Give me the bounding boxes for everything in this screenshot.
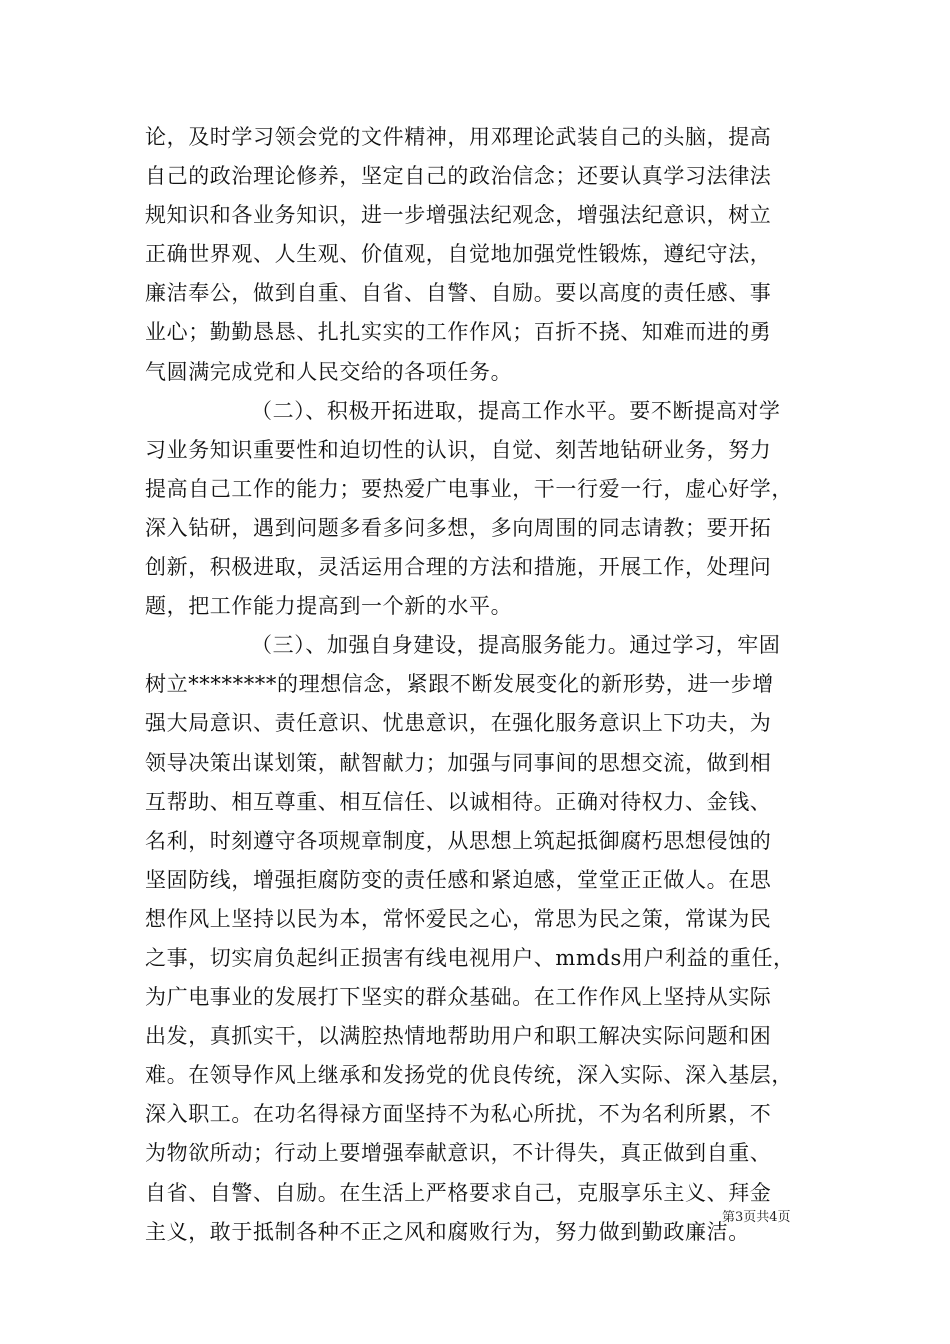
text-line: 自己的政治理论修养，坚定自己的政治信念；还要认真学习法律法	[145, 164, 772, 189]
text-line: 深入职工。在功名得禄方面坚持不为私心所扰，不为名利所累，不	[145, 1102, 772, 1127]
text-line: 深入钻研，遇到问题多看多问多想，多向周围的同志请教；要开拓	[145, 515, 772, 540]
text-line: 想作风上坚持以民为本，常怀爱民之心，常思为民之策，常谋为民	[145, 906, 772, 931]
text-line: 自省、自警、自励。在生活上严格要求自己，克服享乐主义、拜金	[145, 1180, 772, 1205]
text-line: 领导决策出谋划策，献智献力；加强与同事间的思想交流，做到相	[145, 750, 772, 775]
text-line: 习业务知识重要性和迫切性的认识，自觉、刻苦地钻研业务，努力	[145, 437, 772, 462]
text-line: 业心；勤勤恳恳、扎扎实实的工作作风；百折不挠、知难而进的勇	[145, 320, 772, 345]
text-line: 强大局意识、责任意识、忧患意识，在强化服务意识上下功夫，为	[145, 711, 772, 736]
text-line: 树立********的理想信念，紧跟不断发展变化的新形势，进一步增	[145, 672, 774, 697]
text-line: 互帮助、相互尊重、相互信任、以诚相待。正确对待权力、金钱、	[145, 789, 772, 814]
text-line: 正确世界观、人生观、价值观，自觉地加强党性锻炼，遵纪守法，	[145, 242, 772, 267]
text-line: 难。在领导作风上继承和发扬党的优良传统，深入实际、深入基层，	[145, 1063, 793, 1088]
text-line: 提高自己工作的能力；要热爱广电事业，干一行爱一行，虚心好学，	[145, 476, 793, 501]
text-line: 创新，积极进取，灵活运用合理的方法和措施，开展工作，处理问	[145, 555, 772, 580]
section-heading-line: （二）、积极开拓进取，提高工作水平。要不断提高对学	[251, 398, 781, 423]
body-text	[145, 118, 807, 1252]
page-number: 第3页共4页	[722, 1210, 791, 1225]
section-heading-line: （三）、加强自身建设，提高服务能力。通过学习，牢固	[251, 633, 781, 658]
text-line: 主义，敢于抵制各种不正之风和腐败行为，努力做到勤政廉洁。	[145, 1219, 750, 1244]
text-line: 廉洁奉公，做到自重、自省、自警、自励。要以高度的责任感、事	[145, 281, 772, 306]
text-line: 名利，时刻遵守各项规章制度，从思想上筑起抵御腐朽思想侵蚀的	[145, 828, 772, 853]
text-line: 为物欲所动；行动上要增强奉献意识，不计得失，真正做到自重、	[145, 1141, 772, 1166]
text-line: 坚固防线，增强拒腐防变的责任感和紧迫感，堂堂正正做人。在思	[145, 867, 772, 892]
text-line: 题，把工作能力提高到一个新的水平。	[145, 594, 513, 619]
text-line: 论，及时学习领会党的文件精神，用邓理论武装自己的头脑，提高	[145, 125, 772, 149]
text-line: 为广电事业的发展打下坚实的群众基础。在工作作风上坚持从实际	[145, 985, 772, 1010]
text-line: 出发，真抓实干，以满腔热情地帮助用户和职工解决实际问题和困	[145, 1024, 772, 1049]
text-line: 规知识和各业务知识，进一步增强法纪观念，增强法纪意识，树立	[145, 203, 772, 228]
text-line: 气圆满完成党和人民交给的各项任务。	[145, 359, 513, 384]
text-line: 之事，切实肩负起纠正损害有线电视用户、mmds用户利益的重任，	[145, 945, 795, 970]
